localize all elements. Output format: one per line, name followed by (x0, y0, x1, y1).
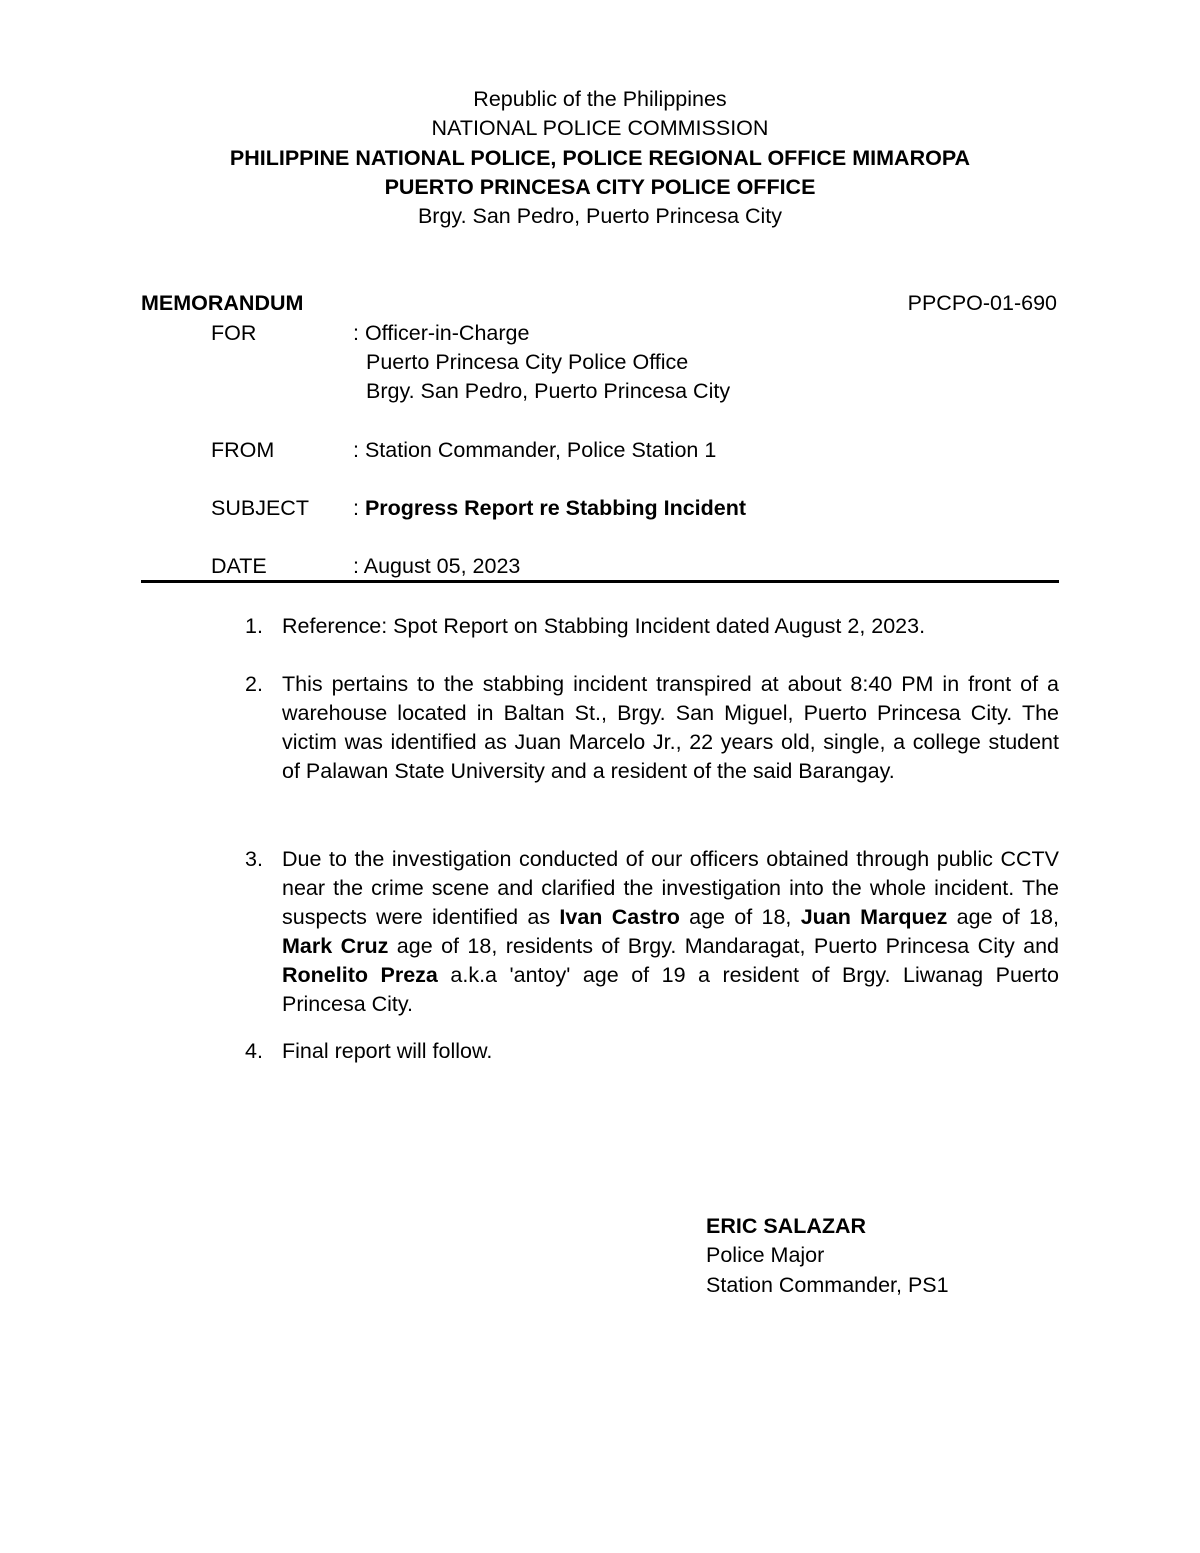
subject-value (353, 494, 746, 523)
paragraph-3-text-d: age of 18, residents of Brgy. Mandaragat, Puerto Princesa City and (388, 934, 1059, 958)
from-value: : Station Commander, Police Station 1 (353, 438, 717, 462)
header-address: Brgy. San Pedro, Puerto Princesa City (417, 204, 783, 228)
signatory-name: ERIC SALAZAR (706, 1214, 867, 1238)
paragraph-1-number: 1. (245, 614, 263, 638)
paragraph-1-text: Reference: Spot Report on Stabbing Incident dated August 2, 2023. (282, 614, 926, 638)
paragraph-4-number: 4. (245, 1039, 263, 1063)
suspect-name-1: Ivan Castro (559, 905, 680, 929)
header-city-police-office: PUERTO PRINCESA CITY POLICE OFFICE (384, 175, 816, 199)
date-value: : August 05, 2023 (353, 554, 521, 578)
subject-label: SUBJECT (211, 496, 309, 520)
paragraph-3-number: 3. (245, 847, 263, 871)
paragraph-3-text-a: Due to the investigation conducted of our officers obtained through public CCTV near the crime scene and clarified the investigation into the whole incident. The suspects were identified as (282, 847, 1059, 929)
paragraph-2-number: 2. (245, 672, 263, 696)
subject-colon: : (353, 496, 365, 520)
for-line-3: Brgy. San Pedro, Puerto Princesa City (366, 379, 731, 403)
for-line-2: Puerto Princesa City Police Office (366, 350, 689, 374)
subject-text: Progress Report re Stabbing Incident (364, 496, 747, 520)
for-label: FOR (211, 321, 257, 345)
date-label: DATE (211, 554, 267, 578)
paragraph-4-text: Final report will follow. (282, 1039, 493, 1063)
paragraph-3-text-b: age of 18, (679, 905, 801, 929)
paragraph-3-text-c: age of 18, (947, 905, 1059, 929)
paragraph-3-text-e: a.k.a 'antoy' age of 19 a resident of Brgy. Liwanag Puerto Princesa City. (282, 963, 1059, 1016)
header-divider (141, 580, 1059, 583)
paragraph-3-text (282, 845, 1059, 1019)
signatory-rank: Police Major (706, 1243, 825, 1267)
suspect-name-2: Juan Marquez (800, 905, 948, 929)
header-republic: Republic of the Philippines (473, 87, 727, 111)
signatory-position: Station Commander, PS1 (706, 1273, 949, 1297)
memo-title: MEMORANDUM (141, 291, 304, 315)
paragraph-2-text: This pertains to the stabbing incident transpired at about 8:40 PM in front of a warehouse located in Baltan St., Brgy. San Miguel, Puerto Princesa City. The victim was identified as Juan Marcelo Jr., 22 years old, single, a college student of Palawan State University and a resident of the said Barangay. (282, 672, 1059, 783)
suspect-name-3: Mark Cruz (282, 934, 389, 958)
for-line-1: : Officer-in-Charge (353, 321, 530, 345)
from-label: FROM (211, 438, 275, 462)
suspect-name-4: Ronelito Preza (282, 963, 438, 987)
header-napolcom: NATIONAL POLICE COMMISSION (431, 116, 769, 140)
memo-reference-number: PPCPO-01-690 (907, 291, 1057, 315)
header-pnp-regional: PHILIPPINE NATIONAL POLICE, POLICE REGIONAL OFFICE MIMAROPA (229, 146, 971, 170)
